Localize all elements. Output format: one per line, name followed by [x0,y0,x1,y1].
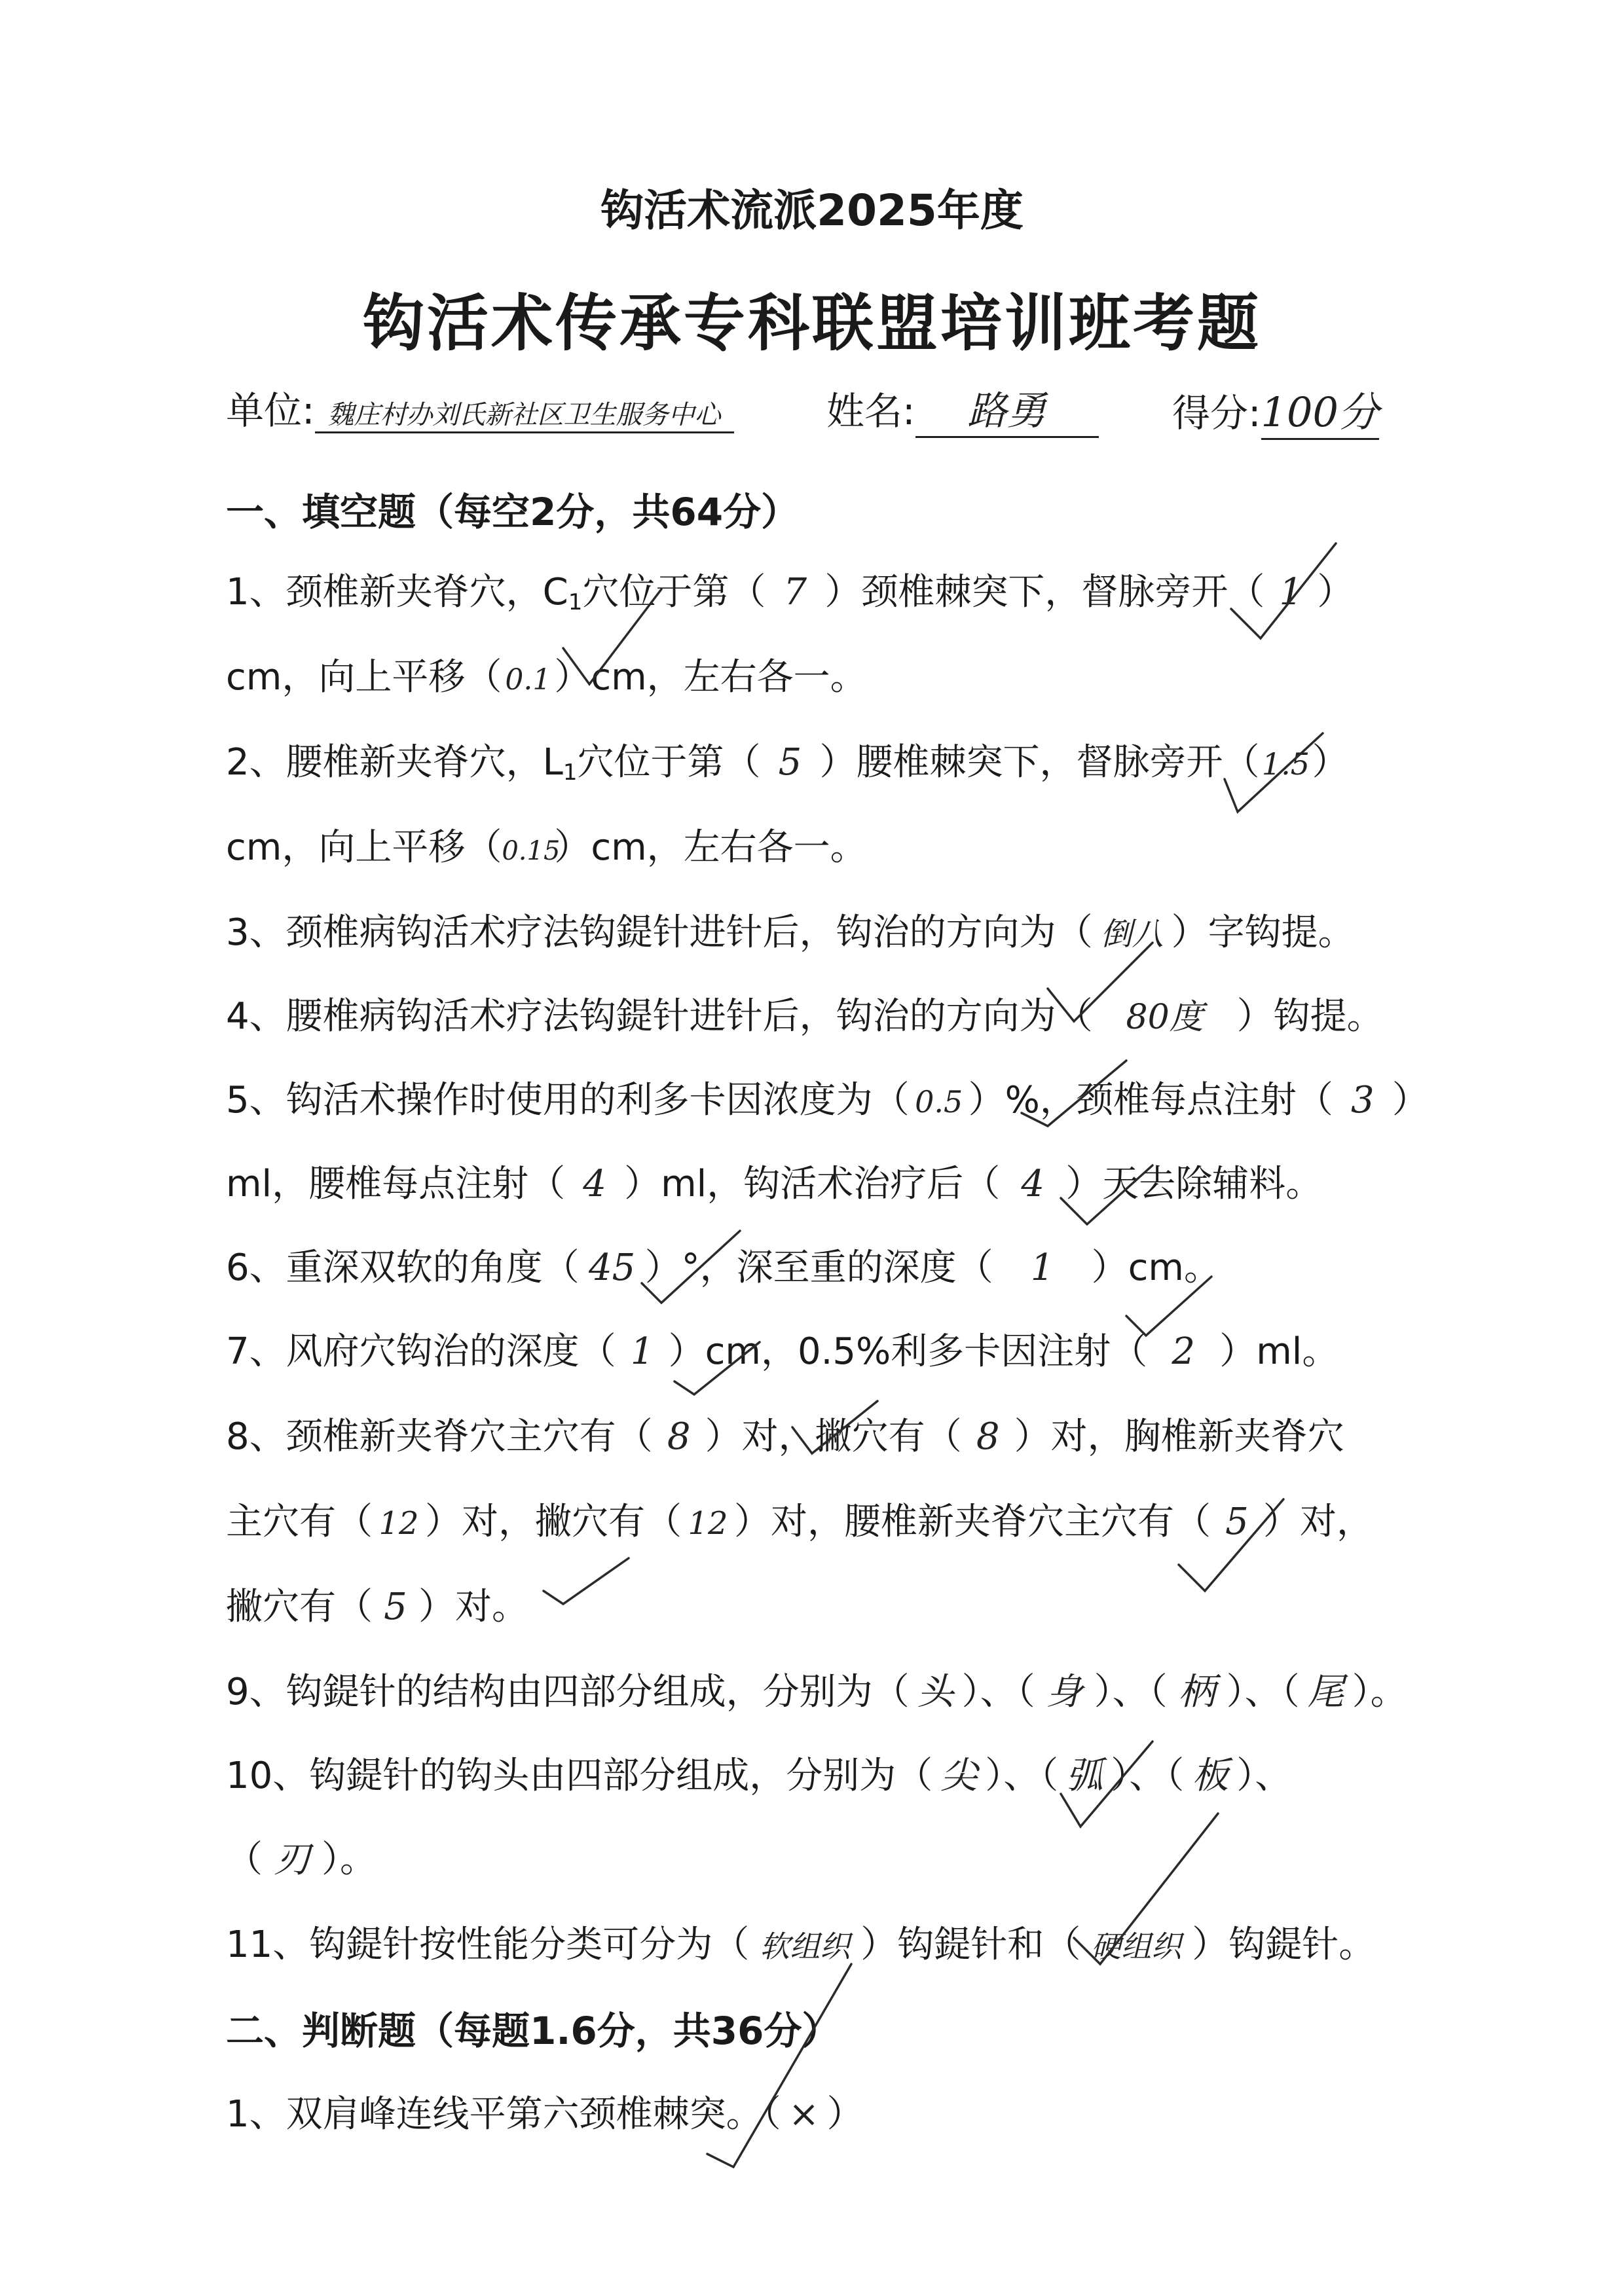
unit-label: 单位: [226,388,315,433]
section1-title: 一、填空题（每空2分，共64分） [226,490,800,534]
answer-blank: 12 [688,1505,728,1542]
check-mark [1126,1277,1211,1336]
question-5-line2: ml，腰椎每点注射（ 4 ）ml，钩活术治疗后（ 4 ）天去除辅料。 [226,1163,1323,1205]
answer-blank: 5 [1225,1501,1249,1543]
check-mark [674,1342,760,1394]
answer-blank: 0.5 [915,1084,963,1120]
check-mark [1179,1499,1283,1591]
exam-subtitle: 钩活术流派2025年度 [600,185,1024,236]
answer-blank: 硬组织 [1091,1929,1182,1964]
question-3: 3、颈椎病钩活术疗法钩鍉针进针后，钩治的方向为（ 倒八 ）字钩提。 [226,903,1355,956]
check-mark [642,1231,740,1303]
answer-blank: 板 [1192,1755,1229,1797]
answer-blank: 尾 [1307,1671,1344,1713]
answer-blank: 80度 [1126,998,1204,1037]
question-11: 11、钩鍉针按性能分类可分为（ 软组织 ）钩鍉针和（ 硬组织 ）钩鍉针。 [226,1923,1376,1966]
judge-question-1: 1、双肩峰连线平第六颈椎棘突。（ × ） [226,2093,864,2136]
answer-blank: 2 [1172,1330,1196,1373]
question-7: 7、风府穴钩治的深度（ 1 ）cm，0.5%利多卡因注射（ 2 ）ml。 [226,1330,1339,1373]
score-label: 得分: [1172,391,1261,435]
answer-blank: × [788,2093,820,2136]
question-8-line3: 撇穴有（ 5 ）对。 [226,1586,528,1628]
answer-blank: 柄 [1178,1671,1215,1713]
question-2-line2: cm，向上平移（0.15）cm，左右各一。 [226,826,867,869]
answer-blank: 4 [1021,1163,1045,1205]
answer-blank: 0.15 [502,836,561,866]
answer-blank: 倒八 [1100,916,1164,953]
check-mark [1074,1813,1218,1964]
question-4: 4、腰椎病钩活术疗法钩鍉针进针后，钩治的方向为（ 80度 ）钩提。 [226,987,1384,1040]
answer-blank: 3 [1351,1079,1375,1121]
name-label: 姓名: [826,389,915,433]
question-1-line2: cm，向上平移（ 0.1）cm，左右各一。 [226,656,867,699]
answer-blank: 尖 [940,1755,978,1797]
answer-blank: 12 [378,1505,419,1542]
check-mark [563,589,661,684]
check-mark [1225,733,1323,812]
question-1-line1: 1、颈椎新夹脊穴，$C_1$穴位于第（ 7 ）颈椎棘突下，督脉旁开（ 1 ） [226,571,1354,615]
unit-value: 魏庄村办刘氏新社区卫生服务中心 [315,394,734,433]
exam-title: 钩活术传承专科联盟培训班考题 [362,287,1261,359]
answer-blank: 5 [778,741,802,784]
answer-blank: 7 [783,571,807,613]
answer-blank: 刃 [274,1838,310,1881]
question-10-line1: 10、钩鍉针的钩头由四部分组成，分别为（ 尖 ）、（ 弧 ）、（ 板 ）、 [226,1747,1291,1799]
question-9: 9、钩鍉针的结构由四部分组成，分别为（ 头 ）、（ 身 ）、（ 柄 ）、（ 尾 ）。 [226,1663,1407,1715]
answer-blank: 1 [1279,571,1303,613]
answer-blank: 4 [583,1163,606,1205]
answer-blank: 5 [384,1586,407,1628]
check-mark [792,1401,877,1453]
answer-blank: 1 [630,1330,654,1373]
check-mark [1231,543,1336,638]
answer-blank: 8 [667,1415,691,1458]
answer-blank: 1.5 [1261,746,1310,782]
question-10-line2: （ 刃 ）。 [226,1831,377,1883]
check-mark [544,1558,629,1604]
answer-blank: 弧 [1066,1755,1103,1797]
answer-blank: 8 [976,1415,1000,1458]
question-8-line1: 8、颈椎新夹脊穴主穴有（ 8 ）对，撇穴有（ 8 ）对，胸椎新夹脊穴 [226,1415,1344,1458]
question-6: 6、重深双软的角度（ 45 ）°，深至重的深度（ 1 ）cm。 [226,1247,1221,1289]
answer-blank: 0.1 [505,663,551,697]
question-5-line1: 5、钩活术操作时使用的利多卡因浓度为（ 0.5 ）%，颈椎每点注射（ 3 ） [226,1079,1429,1121]
name-value: 路勇 [915,380,1099,438]
answer-blank: 1 [1030,1247,1054,1289]
check-mark [1061,1165,1153,1224]
answer-blank: 头 [917,1671,954,1713]
answer-blank: 身 [1046,1671,1083,1713]
question-2-line1: 2、腰椎新夹脊穴，$L_1$穴位于第（ 5 ）腰椎棘突下，督脉旁开（1.5） [226,741,1349,786]
check-mark [1022,1061,1126,1126]
check-mark [1061,1741,1153,1827]
check-mark [1048,943,1153,1021]
answer-blank: 45 [589,1247,636,1289]
check-mark [707,1964,851,2167]
section2-title: 二、判断题（每题1.6分，共36分） [226,2009,840,2053]
score-value: 100分 [1261,380,1379,440]
question-8-line2: 主穴有（ 12 ）对，撇穴有（ 12 ）对，腰椎新夹脊穴主穴有（ 5 ）对， [226,1501,1373,1543]
answer-blank: 软组织 [760,1929,851,1964]
